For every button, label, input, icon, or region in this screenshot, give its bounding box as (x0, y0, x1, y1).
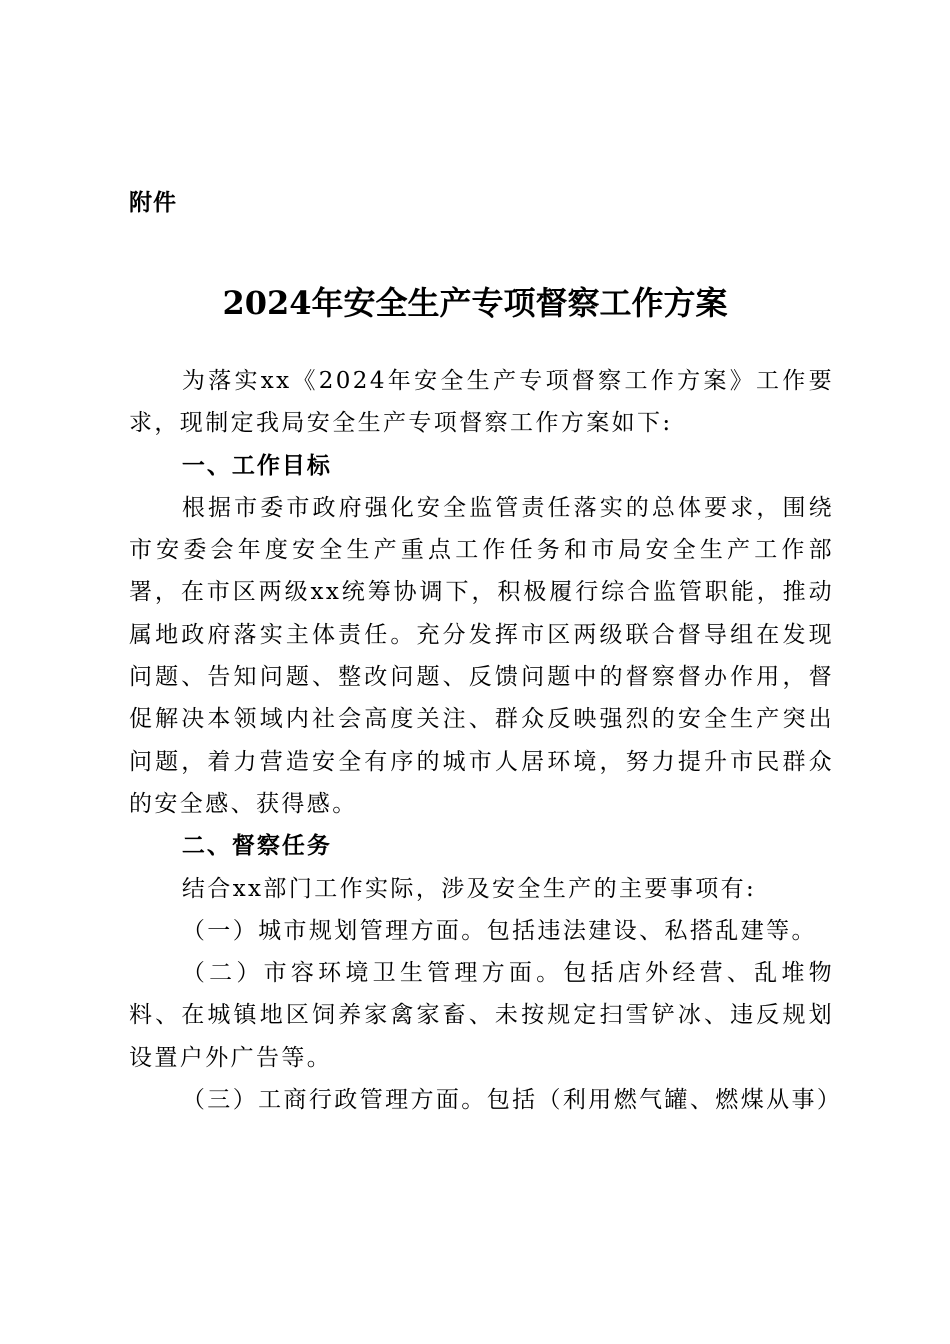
document-title: 2024年安全生产专项督察工作方案 (222, 284, 728, 322)
tasks-intro-paragraph: 结合xx部门工作实际，涉及安全生产的主要事项有: (181, 875, 757, 902)
attachment-label: 附件 (129, 190, 177, 216)
goals-paragraph: 根据市委市政府强化安全监管责任落实的总体要求，围绕市安委会年度安全生产重点工作任务和市局安全生产工作部署，在市区两级xx统筹协调下，积极履行综合监管职能，推动属地政府落实主体责任。充分发挥市区两级联合督导组在发现问题、告知问题、整改问题、反馈问题中的督察督办作用，督促解决本领域内社会高度关注、群众反映强烈的安全生产突出问题，着力营造安全有序的城市人居环境，努力提升市民群众的安全感、获得感。 (129, 494, 834, 817)
section-heading-goals: 一、工作目标 (181, 452, 332, 479)
document-body (129, 360, 843, 1121)
intro-paragraph: 为落实xx《2024年安全生产专项督察工作方案》工作要求，现制定我局安全生产专项督察工作方案如下: (129, 368, 834, 437)
section-heading-tasks: 二、督察任务 (181, 833, 332, 860)
task-item-2: （二）市容环境卫生管理方面。包括店外经营、乱堆物料、在城镇地区饲养家禽家畜、未按规定扫雪铲冰、违反规划设置户外广告等。 (129, 960, 834, 1071)
task-item-3: （三）工商行政管理方面。包括（利用燃气罐、燃煤从事） (181, 1087, 843, 1114)
task-item-1: （一）城市规划管理方面。包括违法建设、私搭乱建等。 (181, 917, 817, 944)
